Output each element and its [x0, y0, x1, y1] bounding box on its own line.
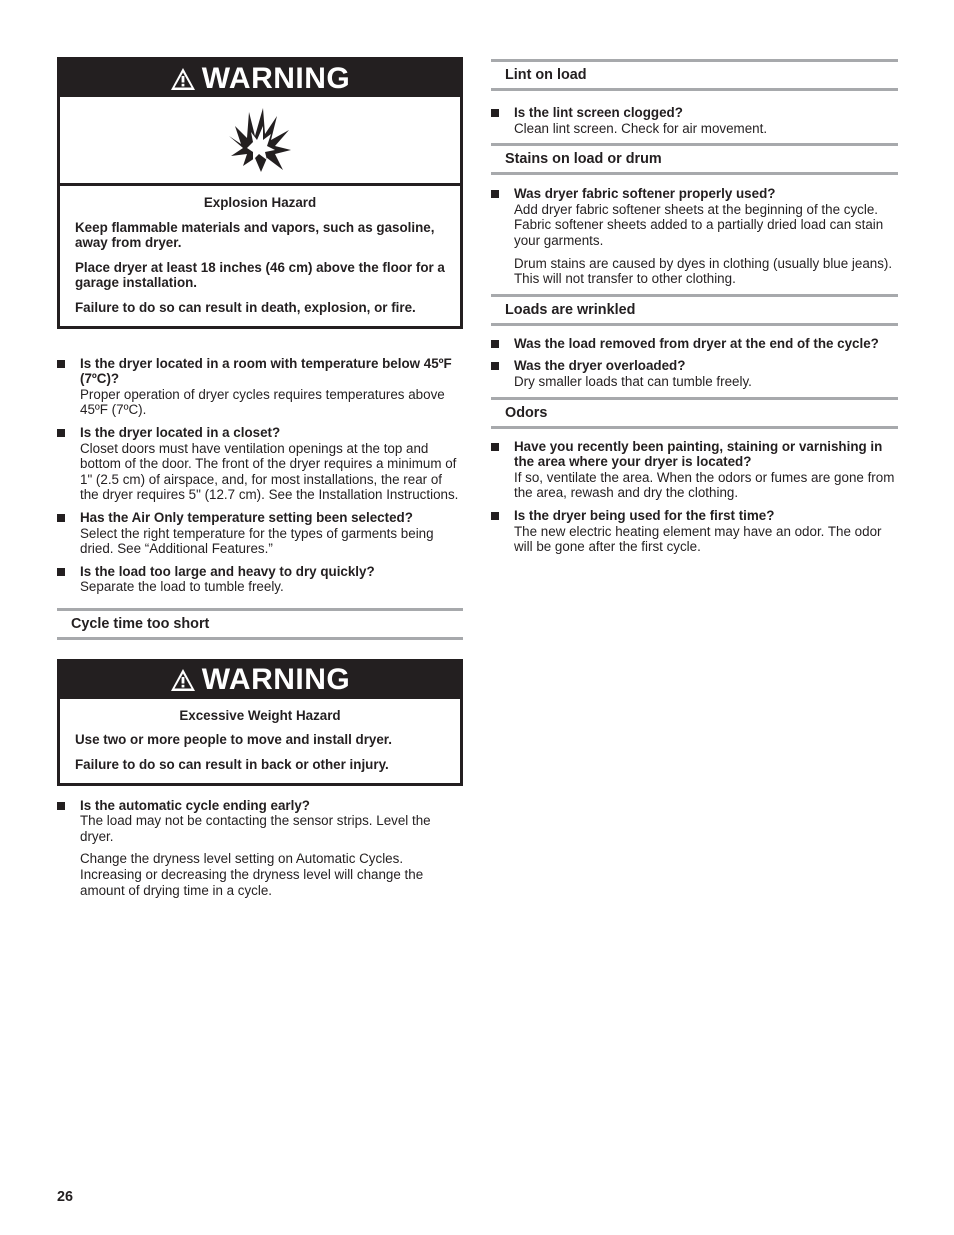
list-item — [57, 425, 463, 503]
answer: Proper operation of dryer cycles requires temperatures above 45ºF (7ºC). — [80, 386, 445, 418]
answer: Add dryer fabric softener sheets at the beginning of the cycle. Fabric softener sheets added to a partially dried load can stain your garments. — [514, 201, 884, 248]
warning-header — [60, 60, 460, 97]
bullet-icon — [491, 443, 499, 451]
bullet-icon — [491, 109, 499, 117]
cycle-short-list — [57, 798, 463, 899]
list-item — [57, 356, 463, 418]
answer: Clean lint screen. Check for air movement. — [514, 120, 768, 136]
question: Is the dryer located in a closet? — [80, 424, 281, 440]
answer: Dry smaller loads that can tumble freely. — [514, 373, 752, 389]
question: Is the load too large and heavy to dry quickly? — [80, 563, 375, 579]
bullet-icon — [57, 360, 65, 368]
warning-title: WARNING — [201, 61, 351, 95]
warning-line: Use two or more people to move and install dryer. — [75, 732, 392, 748]
list-item — [491, 186, 898, 287]
question: Was the load removed from dryer at the end of the cycle? — [514, 335, 879, 351]
stains-list — [491, 186, 898, 287]
answer: Select the right temperature for the types of garments being dried. See “Additional Features.” — [80, 525, 434, 557]
bullet-icon — [57, 429, 65, 437]
hazard-title: Explosion Hazard — [203, 195, 317, 210]
answer: If so, ventilate the area. When the odors or fumes are gone from the area, rewash and dry the clothing. — [514, 469, 895, 501]
section-header-stains: Stains on load or drum — [491, 143, 898, 175]
answer: The load may not be contacting the sensor strips. Level the dryer. — [80, 813, 431, 844]
warning-title: WARNING — [201, 663, 351, 697]
warning-line: Keep flammable materials and vapors, such as gasoline, away from dryer. — [75, 219, 435, 251]
bullet-icon — [57, 568, 65, 576]
question: Was dryer fabric softener properly used? — [514, 186, 776, 202]
bullet-icon — [57, 802, 65, 810]
warning-header — [60, 662, 460, 699]
explosion-pictogram — [60, 97, 460, 186]
answer-paragraph: Drum stains are caused by dyes in clothing (usually blue jeans). This will not transfer to other clothing. — [514, 255, 893, 287]
dryer-location-list — [57, 356, 463, 595]
section-header-odors: Odors — [491, 397, 898, 429]
question: Is the dryer located in a room with temperature below 45ºF (7ºC)? — [80, 355, 452, 387]
wrinkled-list — [491, 336, 898, 390]
bullet-icon — [491, 190, 499, 198]
answer-paragraph: Change the dryness level setting on Automatic Cycles. Increasing or decreasing the dryness level will change the amount of drying time in a cycle. — [80, 851, 424, 898]
odors-list — [491, 439, 898, 555]
bullet-icon — [57, 514, 65, 522]
answer: Separate the load to tumble freely. — [80, 579, 284, 595]
bullet-icon — [491, 362, 499, 370]
warning-line: Place dryer at least 18 inches (46 cm) above the floor for a garage installation. — [75, 259, 445, 291]
list-item — [57, 564, 463, 595]
list-item — [57, 510, 463, 557]
question: Was the dryer overloaded? — [514, 358, 686, 374]
section-header-cycle-short: Cycle time too short — [57, 608, 463, 640]
question: Is the automatic cycle ending early? — [80, 797, 310, 813]
section-header-wrinkled: Loads are wrinkled — [491, 294, 898, 326]
bullet-icon — [491, 512, 499, 520]
lint-list — [491, 105, 898, 136]
answer: The new electric heating element may have an odor. The odor will be gone after the first cycle. — [514, 523, 882, 555]
right-column — [491, 59, 898, 562]
warning-line: Failure to do so can result in death, explosion, or fire. — [75, 299, 416, 315]
list-item — [491, 105, 898, 136]
list-item — [491, 336, 898, 352]
question: Is the lint screen clogged? — [514, 105, 683, 120]
list-item — [57, 798, 463, 899]
warning-line: Failure to do so can result in back or other injury. — [75, 757, 389, 773]
list-item — [491, 358, 898, 389]
explosion-warning-text — [60, 186, 460, 326]
warning-triangle-icon — [170, 668, 196, 692]
left-column — [57, 57, 463, 905]
explosion-icon — [225, 106, 295, 174]
weight-warning-text — [60, 699, 460, 783]
question: Is the dryer being used for the first time? — [514, 507, 775, 523]
weight-warning-box — [57, 659, 463, 786]
page-number: 26 — [57, 1189, 74, 1205]
list-item — [491, 439, 898, 501]
section-header-lint: Lint on load — [491, 59, 898, 91]
answer: Closet doors must have ventilation openings at the top and bottom of the door. The front of the dryer requires a minimum of 1" (2.5 cm) of airspace, and, for most installations, the rear of the dryer requires 5" (12.7 cm). See the Installation Instructions. — [80, 440, 459, 503]
hazard-title: Excessive Weight Hazard — [179, 707, 341, 723]
list-item — [491, 508, 898, 555]
bullet-icon — [491, 340, 499, 348]
question: Have you recently been painting, staining or varnishing in the area where your dryer is located? — [514, 438, 883, 470]
question: Has the Air Only temperature setting been selected? — [80, 509, 413, 525]
warning-triangle-icon — [170, 67, 196, 91]
explosion-warning-box — [57, 57, 463, 329]
